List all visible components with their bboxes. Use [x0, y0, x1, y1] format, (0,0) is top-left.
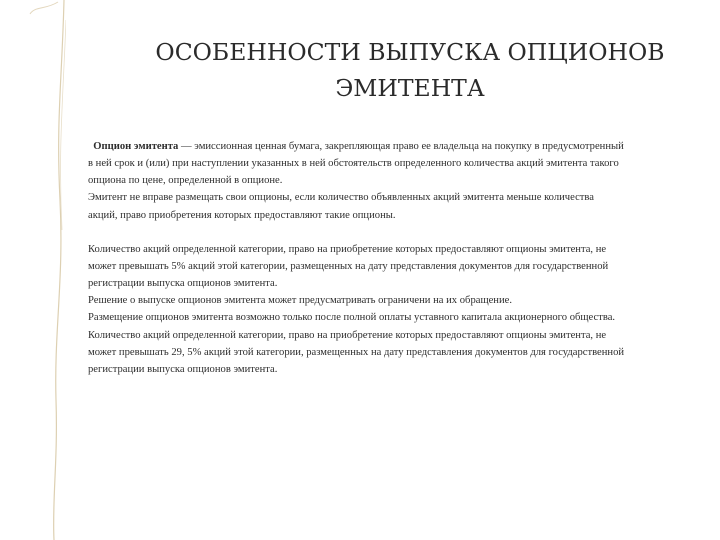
paragraph-circulation: Решение о выпуске опционов эмитента может предусматривать ограничени на их обращение. [88, 295, 512, 307]
paragraph-restriction: Эмитент не вправе размещать свои опционы, если количество объявленных акций эмитента меньше количества акций, право приобретения которых предоставляют такие опционы. [88, 192, 594, 221]
term-label: Опцион эмитента [93, 141, 179, 152]
page-title [110, 34, 710, 106]
paragraph-gap [88, 224, 626, 241]
paragraph-definition [88, 138, 626, 189]
title-line-1: ОСОБЕННОСТИ ВЫПУСКА ОПЦИОНОВ [155, 38, 665, 66]
decorative-side-line [50, 0, 66, 540]
body-text [88, 138, 626, 378]
title-line-2: ЭМИТЕНТА [335, 74, 485, 102]
definition-text: — эмиссионная ценная бумага, закрепляющая право ее владельца на покупку в предусмотренный в ней срок и (или) при наступлении указанных в ней обстоятельств определенного количества акций эмитента такого опциона по цене, определенной в опционе. [88, 141, 624, 187]
paragraph-limit: Количество акций определенной категории, право на приобретение которых предоставляют опционы эмитента, не может превышать 5% акций этой категории, размещенных на дату представления документов для государственной регистрации выпуска опционов эмитента. [88, 243, 609, 290]
paragraph-placement: Размещение опционов эмитента возможно только после полной оплаты уставного капитала акционерного общества. Количество акций определенной категории, право на приобретение которых предоставляют опционы эмитента, не может превышать 29, 5% акций этой категории, размещенных на дату представления документов для государственной регистрации выпуска опционов эмитента. [88, 312, 625, 375]
